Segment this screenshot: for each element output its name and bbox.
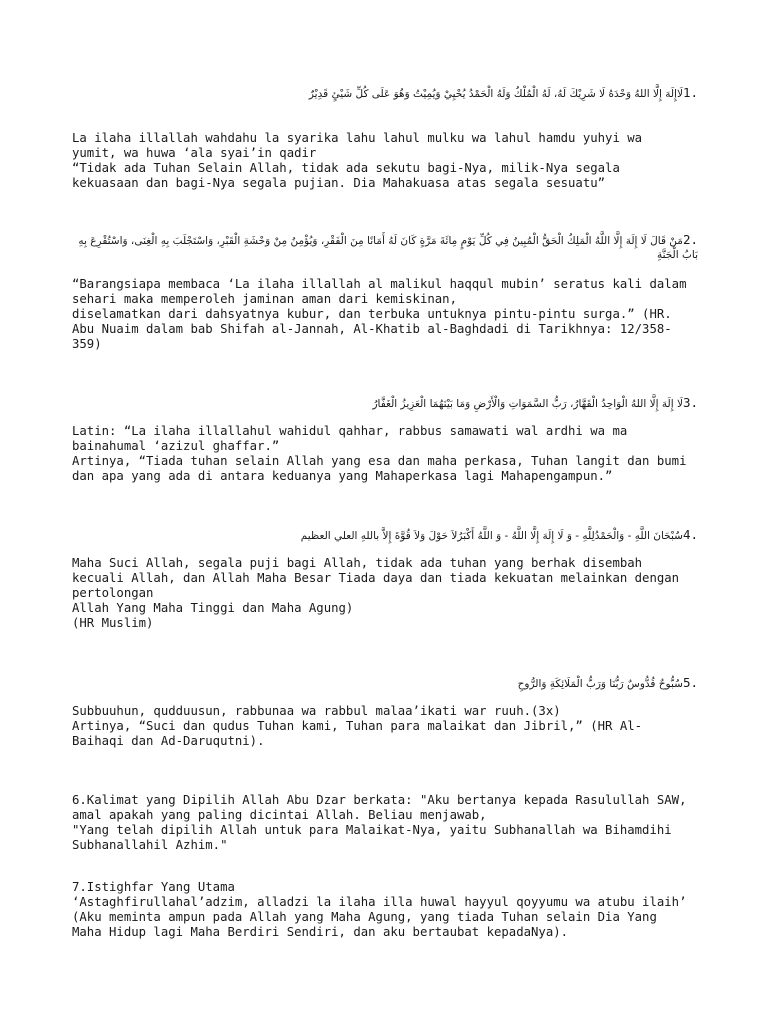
text-line: “Barangsiapa membaca ‘La ilaha illallah al malikul haqqul mubin’ seratus kali dalam	[72, 277, 687, 291]
item-number-3: 3.	[682, 395, 698, 410]
text-line: diselamatkan dari dahsyatnya kubur, dan terbuka untuknya pintu-pintu surga.” (HR.	[72, 307, 672, 321]
text-line: Allah Yang Maha Tinggi dan Maha Agung)	[72, 601, 354, 615]
arabic-verse-2: مَنْ قَالَ لَا إِلَهَ إِلَّا اللَّهُ الْمَلِكُ الْحَقُّ الْمُبِينُ فِي كُلِّ يَوْمٍ مِائَةَ مَرَّةٍ كَانَ لَهُ أَمَانًا مِنَ الْفَقْرِ، وَيُؤْمِنُ مِنْ وَحْشَةِ الْقَبْرِ، وَاسْتَجْلَبَ بِهِ الْغِنَى، وَاسْتُقْرِعَ بِهِ بَابُ الْجَنَّةِ	[78, 235, 698, 261]
item-number-1: 1.	[682, 85, 698, 100]
arabic-verse-1: لَاإِلَهَ إِلَّا اللهُ وَحْدَهُ لَا شَرِيْكَ لَهُ، لَهُ الْمُلْكُ وَلَهُ الْحَمْدُ يُحْيِيْ وَيُمِيْتُ وَهُوَ عَلَى كُلِّ شَيْئٍ قَدِيْرٌ	[308, 88, 683, 100]
arabic-text-4	[70, 528, 698, 543]
text-line: “Tidak ada Tuhan Selain Allah, tidak ada sekutu bagi-Nya, milik-Nya segala	[72, 161, 620, 175]
arabic-verse-3: لَا إِلَهَ إِلَّا اللهُ الْوَاحِدُ الْقَهَّارُ، رَبُّ السَّمَوَاتِ وَالْأَرْضِ وَمَا بَيْنَهُمَا الْعَزِيزُ الْغَفَّارُ	[372, 398, 683, 410]
text-line: pertolongan	[72, 586, 154, 600]
arabic-text-2	[70, 233, 698, 262]
text-line: Latin: “La ilaha illallahul wahidul qahhar, rabbus samawati wal ardhi wa ma	[72, 424, 628, 438]
text-line: Maha Hidup lagi Maha Berdiri Sendiri, dan aku bertaubat kepadaNya).	[72, 925, 569, 939]
text-line: Maha Suci Allah, segala puji bagi Allah, tidak ada tuhan yang berhak disembah	[72, 556, 643, 570]
text-line: "Yang telah dipilih Allah untuk para Malaikat-Nya, yaitu Subhanallah wa Bihamdihi	[72, 823, 672, 837]
text-line: (Aku meminta ampun pada Allah yang Maha Agung, yang tiada Tuhan selain Dia Yang	[72, 910, 657, 924]
text-line: sehari maka memperoleh jaminan aman dari kemiskinan,	[72, 292, 457, 306]
arabic-text-1	[70, 86, 698, 101]
text-line: ‘Astaghfirullahal’adzim, alladzi la ilaha illa huwal hayyul qoyyumu wa atubu ilaih’	[72, 895, 687, 909]
arabic-verse-4: سُبْحَانَ اللَّهِ - وَالْحَمْدُلِلَّهِ - وَ لَا إِلَهَ إِلَّا اللَّهُ - وَ اللَّهُ أَكْبَرُلاَ حَوْلَ وَلاَ قُوَّةَ إِلاَّ باللهِ العلي العظيم	[300, 530, 683, 542]
arabic-verse-5: سُبُّوحٌ قُدُّوسٌ رَبُّنَا وَرَبُّ الْمَلَائِكَةِ وَالرُّوحِ	[517, 678, 683, 690]
text-line: Artinya, “Suci dan qudus Tuhan kami, Tuhan para malaikat dan Jibril,” (HR Al-	[72, 719, 643, 733]
text-line: bainahumal ‘azizul ghaffar.”	[72, 439, 280, 453]
text-line: (HR Muslim)	[72, 616, 154, 630]
text-line: yumit, wa huwa ‘ala syai’in qadir	[72, 146, 317, 160]
text-line: kekuasaan dan bagi-Nya segala pujian. Dia Mahakuasa atas segala sesuatu”	[72, 176, 606, 190]
arabic-text-3	[70, 396, 698, 411]
text-line: La ilaha illallah wahdahu la syarika lahu lahul mulku wa lahul hamdu yuhyi wa	[72, 131, 643, 145]
text-line: Subbuuhun, qudduusun, rabbunaa wa rabbul malaa’ikati war ruuh.(3x)	[72, 704, 561, 718]
text-line: 7.Istighfar Yang Utama	[72, 880, 235, 894]
text-line: Subhanallahil Azhim."	[72, 838, 228, 852]
item-number-4: 4.	[682, 527, 698, 542]
text-line: dan apa yang ada di antara keduanya yang Mahaperkasa lagi Mahapengampun.”	[72, 469, 613, 483]
arabic-text-5	[70, 676, 698, 691]
text-line: kecuali Allah, dan Allah Maha Besar Tiada daya dan tiada kekuatan melainkan dengan	[72, 571, 680, 585]
text-line: amal apakah yang paling dicintai Allah. Beliau menjawab,	[72, 808, 487, 822]
text-line: 6.Kalimat yang Dipilih Allah Abu Dzar berkata: "Aku bertanya kepada Rasulullah SAW,	[72, 793, 687, 807]
text-line: Artinya, “Tiada tuhan selain Allah yang esa dan maha perkasa, Tuhan langit dan bumi	[72, 454, 687, 468]
item-number-5: 5.	[682, 675, 698, 690]
item-number-2: 2.	[682, 232, 698, 247]
text-line: Baihaqi dan Ad-Daruqutni).	[72, 734, 265, 748]
text-line: Abu Nuaim dalam bab Shifah al-Jannah, Al-Khatib al-Baghdadi di Tarikhnya: 12/358-	[72, 322, 672, 336]
text-line: 359)	[72, 337, 102, 351]
